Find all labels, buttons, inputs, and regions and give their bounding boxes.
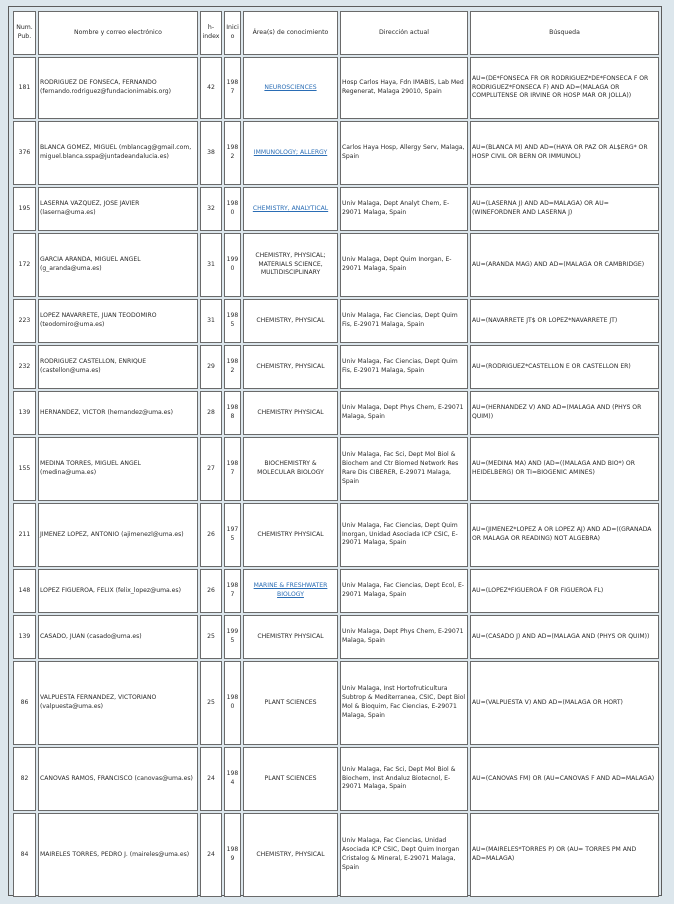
row-busqueda-cell: AU=(DE*FONSECA FR OR RODRIGUEZ*DE*FONSECA F OR RODRIGUEZ*FONSECA F) AND AD=(MALAGA OR COMPLUTENSE OR IRVINE OR HOSP MAR OR JOLLA)) (470, 57, 659, 119)
row-inicio-cell: 1984 (224, 747, 241, 811)
header-num: Num. Pub. (13, 11, 36, 55)
row-name-cell: VALPUESTA FERNANDEZ, VICTORIANO (valpuesta@uma.es) (38, 661, 198, 745)
row-num-cell: 195 (13, 187, 36, 231)
table-row (13, 121, 659, 185)
row-direccion-cell: Univ Malaga, Dept Quim Inorgan, E-29071 Malaga, Spain (340, 233, 468, 297)
row-busqueda-cell: AU=(ARANDA MAG) AND AD=(MALAGA OR CAMBRIDGE) (470, 233, 659, 297)
row-direccion-cell: Univ Malaga, Fac Ciencias, Dept Quim Fis, E-29071 Malaga, Spain (340, 299, 468, 343)
row-inicio-cell: 1980 (224, 661, 241, 745)
row-area-cell: CHEMISTRY, PHYSICAL (243, 345, 338, 389)
header-hindex: h-index (200, 11, 222, 55)
table-row (13, 813, 659, 897)
row-direccion-cell: Univ Malaga, Fac Ciencias, Dept Quim Inorgan, Unidad Asociada ICP CSIC, E-29071 Malaga, Spain (340, 503, 468, 567)
row-busqueda-cell: AU=(LOPEZ*FIGUEROA F OR FIGUEROA FL) (470, 569, 659, 613)
row-busqueda-cell: AU=(CASADO J) AND AD=(MALAGA AND (PHYS OR QUIM)) (470, 615, 659, 659)
header-direccion: Dirección actual (340, 11, 468, 55)
table-row (13, 299, 659, 343)
row-busqueda-cell: AU=(VALPUESTA V) AND AD=(MALAGA OR HORT) (470, 661, 659, 745)
row-area-cell (243, 57, 338, 119)
row-hindex-cell: 28 (200, 391, 222, 435)
row-busqueda-cell: AU=(MAIRELES*TORRES P) OR (AU= TORRES PM AND AD=MALAGA) (470, 813, 659, 897)
header-row (13, 11, 659, 55)
row-area-cell: CHEMISTRY, PHYSICAL (243, 813, 338, 897)
row-num-cell: 139 (13, 391, 36, 435)
row-direccion-cell: Univ Malaga, Fac Ciencias, Unidad Asociada ICP CSIC, Dept Quim Inorgan Cristalog & Mineral, E-29071 Malaga, Spain (340, 813, 468, 897)
row-area-cell (243, 121, 338, 185)
row-inicio-cell: 1987 (224, 569, 241, 613)
row-num-cell: 86 (13, 661, 36, 745)
row-num-cell: 139 (13, 615, 36, 659)
row-area-cell: CHEMISTRY PHYSICAL (243, 615, 338, 659)
row-num-cell: 376 (13, 121, 36, 185)
row-hindex-cell: 25 (200, 661, 222, 745)
row-busqueda-cell: AU=(RODRIGUEZ*CASTELLON E OR CASTELLON ER) (470, 345, 659, 389)
table-row (13, 187, 659, 231)
area-link[interactable]: NEUROSCIENCES (264, 83, 317, 91)
row-area-cell: BIOCHEMISTRY & MOLECULAR BIOLOGY (243, 437, 338, 501)
table-row (13, 615, 659, 659)
row-hindex-cell: 27 (200, 437, 222, 501)
header-nombre: Nombre y correo electrónico (38, 11, 198, 55)
row-num-cell: 148 (13, 569, 36, 613)
row-area-cell: CHEMISTRY PHYSICAL (243, 391, 338, 435)
row-hindex-cell: 24 (200, 813, 222, 897)
row-hindex-cell: 29 (200, 345, 222, 389)
row-busqueda-cell: AU=(MEDINA MA) AND (AD=((MALAGA AND BIO*) OR HEIDELBERG) OR TI=BIOGENIC AMINES) (470, 437, 659, 501)
row-name-cell: MAIRELES TORRES, PEDRO J. (maireles@uma.es) (38, 813, 198, 897)
table-row (13, 437, 659, 501)
row-area-cell: CHEMISTRY PHYSICAL (243, 503, 338, 567)
row-num-cell: 82 (13, 747, 36, 811)
row-hindex-cell: 38 (200, 121, 222, 185)
table-row (13, 391, 659, 435)
row-hindex-cell: 25 (200, 615, 222, 659)
table-row (13, 661, 659, 745)
row-area-cell (243, 187, 338, 231)
row-direccion-cell: Univ Malaga, Fac Ciencias, Dept Quim Fis, E-29071 Malaga, Spain (340, 345, 468, 389)
row-inicio-cell: 1985 (224, 299, 241, 343)
row-name-cell: CASADO, JUAN (casado@uma.es) (38, 615, 198, 659)
row-name-cell: LOPEZ FIGUEROA, FELIX (felix_lopez@uma.es) (38, 569, 198, 613)
row-name-cell: HERNANDEZ, VICTOR (hernandez@uma.es) (38, 391, 198, 435)
area-link[interactable]: CHEMISTRY, ANALYTICAL (252, 204, 329, 212)
area-link[interactable]: IMMUNOLOGY; ALLERGY (253, 148, 328, 156)
row-area-cell: PLANT SCIENCES (243, 747, 338, 811)
row-inicio-cell: 1989 (224, 813, 241, 897)
row-busqueda-cell: AU=(CANOVAS FM) OR (AU=CANOVAS F AND AD=MALAGA) (470, 747, 659, 811)
row-name-cell: RODRIGUEZ CASTELLON, ENRIQUE (castellon@uma.es) (38, 345, 198, 389)
row-inicio-cell: 1980 (224, 187, 241, 231)
row-inicio-cell: 1987 (224, 57, 241, 119)
row-area-cell: CHEMISTRY, PHYSICAL; MATERIALS SCIENCE, MULTIDISCIPLINARY (243, 233, 338, 297)
row-area-cell: PLANT SCIENCES (243, 661, 338, 745)
row-direccion-cell: Univ Malaga, Dept Phys Chem, E-29071 Malaga, Spain (340, 391, 468, 435)
row-num-cell: 223 (13, 299, 36, 343)
row-direccion-cell: Univ Malaga, Fac Sci, Dept Mol Biol & Biochem, Inst Andaluz Biotecnol, E-29071 Malaga, Spain (340, 747, 468, 811)
row-inicio-cell: 1982 (224, 121, 241, 185)
row-direccion-cell: Carlos Haya Hosp, Allergy Serv, Malaga, Spain (340, 121, 468, 185)
row-busqueda-cell: AU=(NAVARRETE JT$ OR LOPEZ*NAVARRETE JT) (470, 299, 659, 343)
row-hindex-cell: 32 (200, 187, 222, 231)
row-hindex-cell: 26 (200, 503, 222, 567)
row-name-cell: BLANCA GOMEZ, MIGUEL (mblancag@gmail.com, miguel.blanca.sspa@juntadeandalucia.es) (38, 121, 198, 185)
row-name-cell: JIMENEZ LOPEZ, ANTONIO (ajimenezl@uma.es) (38, 503, 198, 567)
row-inicio-cell: 1987 (224, 437, 241, 501)
row-busqueda-cell: AU=(JIMENEZ*LOPEZ A OR LOPEZ AJ) AND AD=((GRANADA OR MALAGA OR READING) NOT ALGEBRA) (470, 503, 659, 567)
row-num-cell: 232 (13, 345, 36, 389)
row-hindex-cell: 26 (200, 569, 222, 613)
row-name-cell: LOPEZ NAVARRETE, JUAN TEODOMIRO (teodomiro@uma.es) (38, 299, 198, 343)
row-name-cell: GARCIA ARANDA, MIGUEL ANGEL (g_aranda@uma.es) (38, 233, 198, 297)
row-busqueda-cell: AU=(LASERNA J) AND AD=MALAGA) OR AU=(WINEFORDNER AND LASERNA J) (470, 187, 659, 231)
row-direccion-cell: Univ Malaga, Dept Phys Chem, E-29071 Malaga, Spain (340, 615, 468, 659)
row-num-cell: 155 (13, 437, 36, 501)
row-busqueda-cell: AU=(BLANCA M) AND AD=(HAYA OR PAZ OR AL$ERG* OR HOSP CIVIL OR BERN OR IMMUNOL) (470, 121, 659, 185)
row-inicio-cell: 1995 (224, 615, 241, 659)
table-row (13, 57, 659, 119)
row-name-cell: MEDINA TORRES, MIGUEL ANGEL (medina@uma.es) (38, 437, 198, 501)
row-area-cell (243, 569, 338, 613)
row-direccion-cell: Univ Malaga, Inst Hortofruticultura Subtrop & Mediterranea, CSIC, Dept Biol Mol & Bioquim, Fac Ciencias, E-29071 Malaga, Spain (340, 661, 468, 745)
row-direccion-cell: Hosp Carlos Haya, Fdn IMABIS, Lab Med Regenerat, Malaga 29010, Spain (340, 57, 468, 119)
row-inicio-cell: 1990 (224, 233, 241, 297)
row-direccion-cell: Univ Malaga, Fac Sci, Dept Mol Biol & Biochem and Ctr Biomed Network Res Rare Dis CIBERER, E-29071 Malaga, Spain (340, 437, 468, 501)
row-busqueda-cell: AU=(HERNANDEZ V) AND AD=(MALAGA AND (PHYS OR QUIM)) (470, 391, 659, 435)
row-inicio-cell: 1988 (224, 391, 241, 435)
row-hindex-cell: 24 (200, 747, 222, 811)
row-inicio-cell: 1975 (224, 503, 241, 567)
row-direccion-cell: Univ Malaga, Dept Analyt Chem, E-29071 Malaga, Spain (340, 187, 468, 231)
table-row (13, 345, 659, 389)
row-area-cell: CHEMISTRY, PHYSICAL (243, 299, 338, 343)
row-hindex-cell: 31 (200, 233, 222, 297)
row-inicio-cell: 1982 (224, 345, 241, 389)
publications-table (11, 9, 661, 899)
table-row (13, 747, 659, 811)
header-busqueda: Búsqueda (470, 11, 659, 55)
header-area: Área(s) de conocimiento (243, 11, 338, 55)
table-row (13, 503, 659, 567)
area-link[interactable]: MARINE & FRESHWATER BIOLOGY (253, 582, 328, 598)
row-name-cell: CANOVAS RAMOS, FRANCISCO (canovas@uma.es) (38, 747, 198, 811)
row-hindex-cell: 42 (200, 57, 222, 119)
row-direccion-cell: Univ Malaga, Fac Ciencias, Dept Ecol, E-29071 Malaga, Spain (340, 569, 468, 613)
row-num-cell: 84 (13, 813, 36, 897)
publications-frame (8, 6, 662, 896)
table-row (13, 233, 659, 297)
table-row (13, 569, 659, 613)
row-name-cell: RODRIGUEZ DE FONSECA, FERNANDO (fernando.rodriguez@fundacionimabis.org) (38, 57, 198, 119)
row-name-cell: LASERNA VAZQUEZ, JOSE JAVIER (laserna@uma.es) (38, 187, 198, 231)
row-hindex-cell: 31 (200, 299, 222, 343)
header-inicio: Inicio (224, 11, 241, 55)
row-num-cell: 172 (13, 233, 36, 297)
row-num-cell: 181 (13, 57, 36, 119)
row-num-cell: 211 (13, 503, 36, 567)
